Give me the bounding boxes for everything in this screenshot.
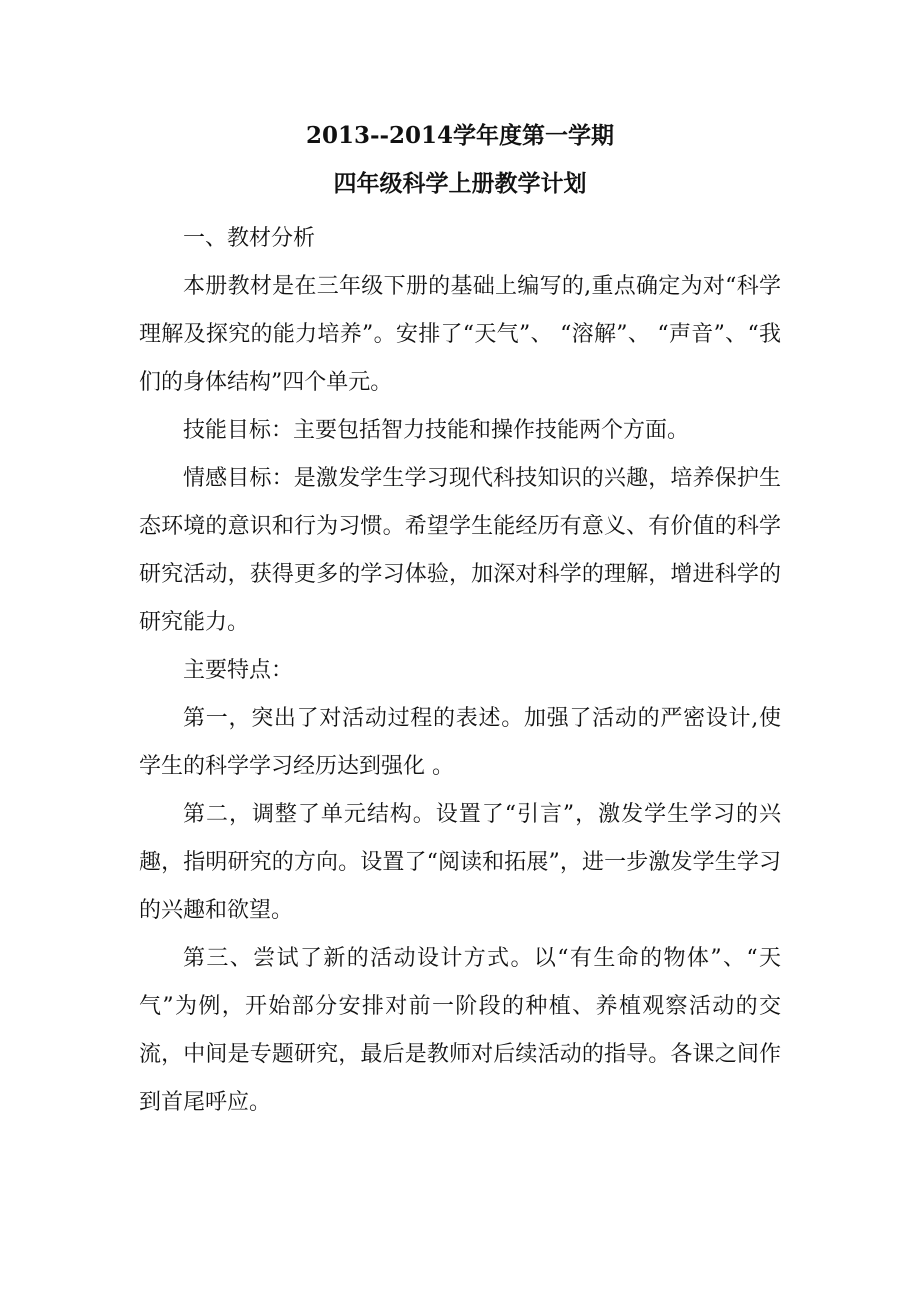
title-teaching-plan: 四年级科学上册教学计划 (333, 170, 587, 197)
paragraph-textbook-overview: 本册教材是在三年级下册的基础上编写的,重点确定为对“科学理解及探究的能力培养”。安排了“天气”、 “溶解”、 “声音”、“我们的身体结构”四个单元。 (139, 274, 781, 395)
paragraph-feature-two: 第二，调整了单元结构。设置了“引言”，激发学生学习的兴趣，指明研究的方向。设置了“阅读和拓展”，进一步激发学生学习的兴趣和欲望。 (139, 802, 781, 923)
title-academic-year: 2013--2014学年度第一学期 (305, 122, 615, 149)
paragraph-skill-goals: 技能目标：主要包括智力技能和操作技能两个方面。 (183, 418, 690, 443)
paragraph-emotional-goals: 情感目标：是激发学生学习现代科技知识的兴趣，培养保护生态环境的意识和行为习惯。希望学生能经历有意义、有价值的科学研究活动，获得更多的学习体验，加深对科学的理解，增进科学的研究能力。 (139, 466, 781, 635)
paragraph-feature-three: 第三、尝试了新的活动设计方式。以“有生命的物体”、“天气”为例，开始部分安排对前一阶段的种植、养植观察活动的交流，中间是专题研究，最后是教师对后续活动的指导。各课之间作到首尾呼应。 (139, 946, 781, 1115)
document-body (139, 215, 781, 1127)
paragraph-main-features-heading: 主要特点： (183, 658, 294, 683)
paragraph-feature-one: 第一，突出了对活动过程的表述。加强了活动的严密设计,使学生的科学学习经历达到强化 。 (139, 706, 781, 779)
section-heading-materials-analysis: 一、教材分析 (183, 226, 316, 251)
